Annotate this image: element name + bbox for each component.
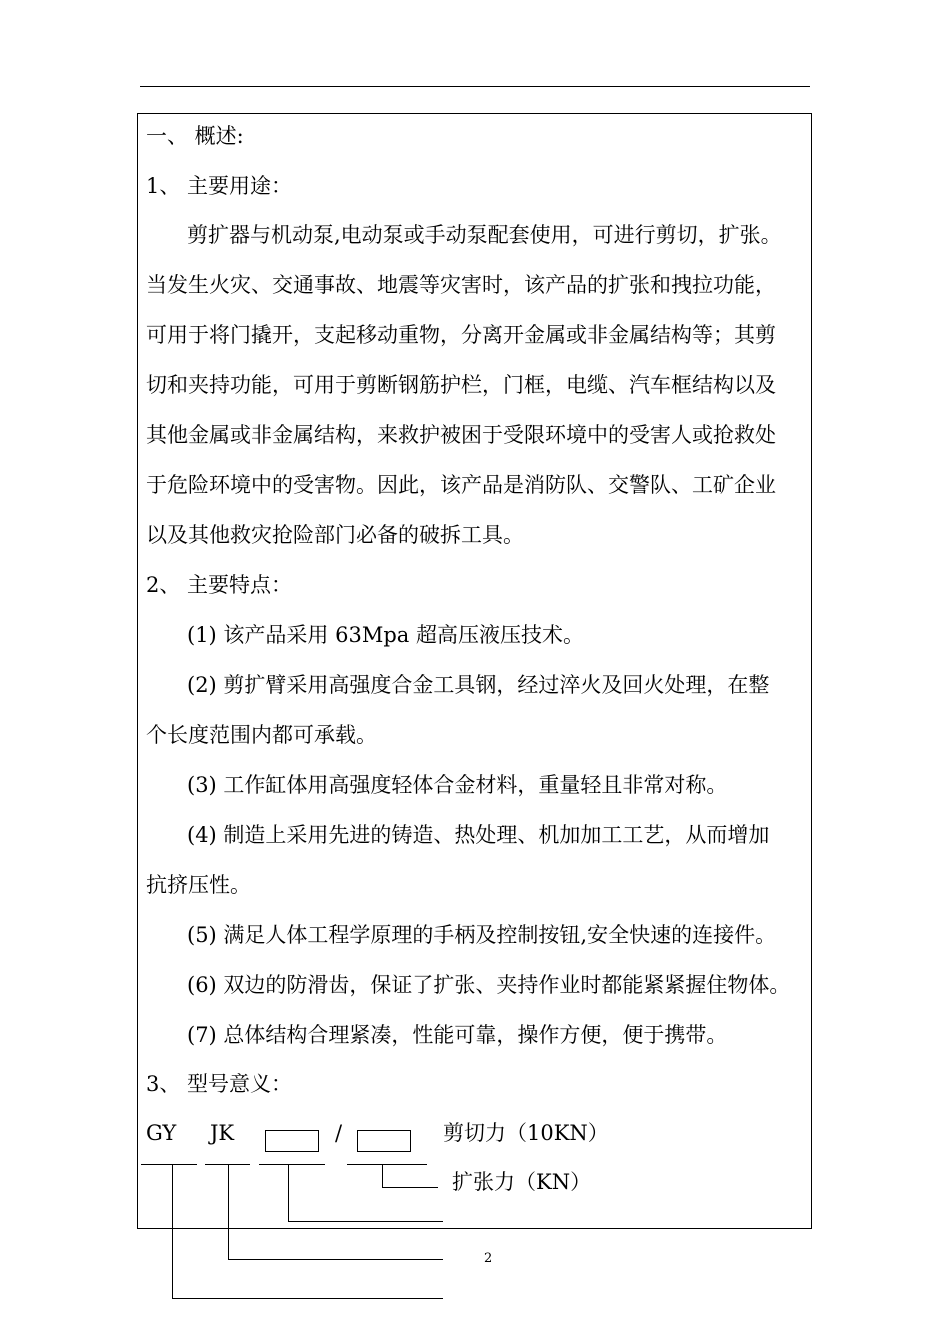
- model-label-spread: 扩张力（KN）: [452, 1170, 592, 1194]
- model-code-jk: JK: [210, 1121, 235, 1145]
- model-label-cut: 剪切力（10KN）: [443, 1121, 609, 1145]
- usage-line: 以及其他救灾抢险部门必备的破拆工具。: [146, 523, 524, 547]
- model-blank-box-1: [265, 1130, 319, 1152]
- leader-h-spread: [382, 1187, 438, 1188]
- model-slash: /: [335, 1121, 343, 1145]
- feature-item-4-cont: 抗挤压性。: [146, 873, 251, 897]
- usage-line: 切和夹持功能，可用于剪断钢筋护栏，门框，电缆、汽车框结构以及: [146, 373, 776, 397]
- leader-v-jk: [228, 1164, 229, 1259]
- section-usage-title: 1、 主要用途：: [146, 174, 293, 198]
- underline-gy: [141, 1164, 197, 1165]
- model-blank-box-2: [357, 1130, 411, 1152]
- leader-h-box1: [288, 1221, 443, 1222]
- section-model-title: 3、 型号意义：: [146, 1072, 293, 1096]
- leader-h-jk: [228, 1259, 443, 1260]
- leader-h-gy: [172, 1298, 443, 1299]
- page-number: 2: [484, 1251, 493, 1266]
- leader-v-spread: [382, 1164, 383, 1187]
- leader-v-box1: [288, 1164, 289, 1221]
- usage-line: 剪扩器与机动泵,电动泵或手动泵配套使用，可进行剪切，扩张。: [187, 223, 782, 247]
- usage-line: 于危险环境中的受害物。因此，该产品是消防队、交警队、工矿企业: [146, 473, 776, 497]
- usage-line: 当发生火灾、交通事故、地震等灾害时，该产品的扩张和拽拉功能，: [146, 273, 776, 297]
- feature-item-2: (2) 剪扩臂采用高强度合金工具钢，经过淬火及回火处理，在整: [187, 673, 770, 697]
- underline-box2: [347, 1164, 427, 1165]
- feature-item-5: (5) 满足人体工程学原理的手柄及控制按钮,安全快速的连接件。: [187, 923, 777, 947]
- usage-line: 可用于将门撬开，支起移动重物，分离开金属或非金属结构等；其剪: [146, 323, 776, 347]
- section-overview-title: 一、 概述:: [146, 124, 244, 148]
- leader-v-gy: [172, 1164, 173, 1298]
- feature-item-2-cont: 个长度范围内都可承载。: [146, 723, 377, 747]
- model-code-gy: GY: [146, 1121, 177, 1145]
- underline-box1: [259, 1164, 325, 1165]
- feature-item-4: (4) 制造上采用先进的铸造、热处理、机加加工工艺，从而增加: [187, 823, 770, 847]
- section-features-title: 2、 主要特点：: [146, 573, 293, 597]
- feature-item-3: (3) 工作缸体用高强度轻体合金材料，重量轻且非常对称。: [187, 773, 728, 797]
- feature-item-6: (6) 双边的防滑齿，保证了扩张、夹持作业时都能紧紧握住物体。: [187, 973, 791, 997]
- usage-line: 其他金属或非金属结构，来救护被困于受限环境中的受害人或抢救处: [146, 423, 776, 447]
- header-rule: [140, 86, 810, 87]
- feature-item-1: (1) 该产品采用 63Mpa 超高压液压技术。: [187, 623, 584, 647]
- feature-item-7: (7) 总体结构合理紧凑，性能可靠，操作方便，便于携带。: [187, 1023, 728, 1047]
